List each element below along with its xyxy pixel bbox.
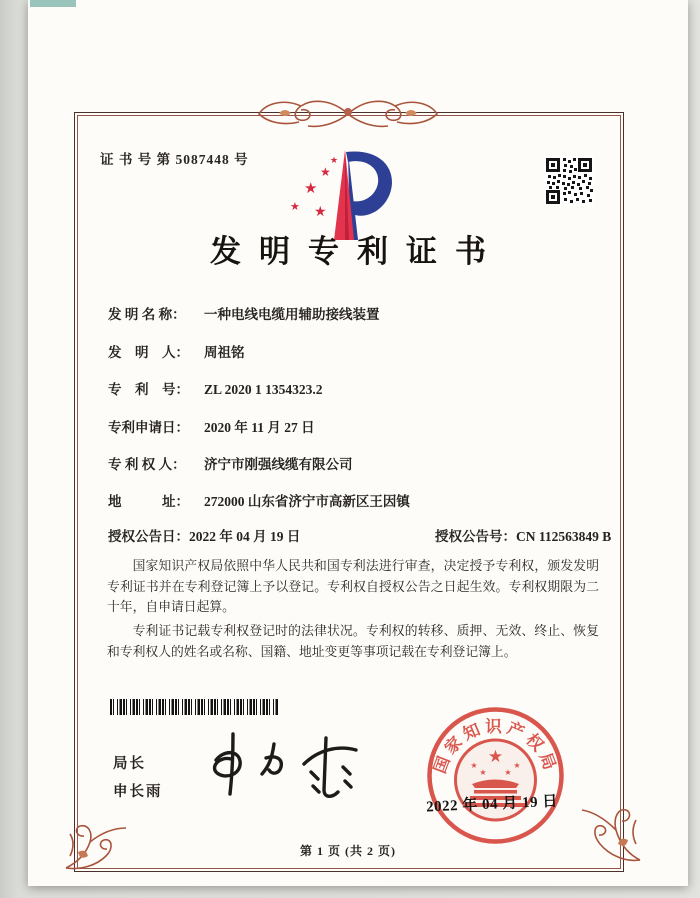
field-label: 专 利 号：	[108, 382, 189, 397]
grant-date-label: 授权公告日：	[108, 529, 189, 544]
field-label: 专利申请日：	[108, 420, 189, 435]
field-patent-number	[108, 378, 323, 398]
field-value: ZL 2020 1 1354323.2	[204, 382, 323, 397]
field-value: 周祖铭	[204, 345, 245, 360]
logo-star-icon: ★	[320, 165, 331, 179]
field-value: 济宁市刚强线缆有限公司	[204, 457, 353, 472]
grant-date-value: 2022 年 04 月 19 日	[189, 529, 301, 544]
grant-number-value: CN 112563849 B	[516, 529, 612, 544]
seal-agency-text: 国家知识产权局	[430, 717, 561, 776]
barcode	[110, 699, 278, 715]
grant-number	[435, 525, 611, 545]
official-seal	[408, 688, 583, 863]
legal-paragraph-1: 国家知识产权局依照中华人民共和国专利法进行审查，决定授予专利权，颁发发明专利证书并在专利登记簿上予以登记。专利权自授权公告之日起生效。专利权期限为二十年，自申请日起算。	[107, 559, 599, 615]
field-inventor	[108, 341, 245, 361]
field-grant-row	[108, 525, 612, 545]
seal-small-star-icon: ★	[513, 761, 521, 770]
scan-artifact	[30, 0, 76, 7]
legal-text	[107, 556, 599, 666]
page-number: 第 1 页 (共 2 页)	[300, 844, 396, 858]
seal-small-star-icon: ★	[479, 768, 487, 777]
qr-code	[544, 156, 594, 206]
field-label: 发 明 名 称：	[108, 307, 186, 322]
logo-star-icon: ★	[304, 181, 318, 197]
field-value: 272000 山东省济宁市高新区王因镇	[204, 494, 410, 509]
field-application-date	[108, 416, 315, 436]
field-label: 发 明 人：	[108, 345, 189, 360]
field-label: 专 利 权 人：	[108, 457, 186, 472]
certificate-page	[28, 0, 688, 886]
director-title: 局长	[113, 756, 146, 772]
certificate-number: 证 书 号 第 5087448 号	[100, 152, 249, 167]
corner-flourish-left	[60, 808, 132, 874]
field-address	[108, 490, 410, 510]
legal-paragraph-2: 专利证书记载专利权登记时的法律状况。专利权的转移、质押、无效、终止、恢复和专利权人的姓名或名称、国籍、地址变更等事项记载在专利登记簿上。	[107, 624, 599, 659]
seal-small-star-icon: ★	[470, 761, 478, 770]
field-value: 2020 年 11 月 27 日	[204, 420, 315, 435]
logo-star-icon: ★	[330, 155, 339, 165]
field-label: 地 址：	[108, 494, 189, 509]
seal-big-star-icon: ★	[487, 747, 504, 766]
logo-star-icon: ★	[290, 201, 300, 213]
field-patentee	[108, 453, 353, 473]
certificate-title: 发明专利证书	[210, 234, 504, 269]
logo-star-icon: ★	[314, 205, 327, 220]
grant-number-label: 授权公告号：	[435, 529, 516, 544]
director-name: 申长雨	[113, 784, 163, 800]
field-invention-name	[108, 303, 380, 323]
seal-small-star-icon: ★	[504, 768, 512, 777]
top-flourish-ornament	[253, 95, 443, 133]
seal-date: 2022 年 04 月 19 日	[425, 793, 559, 816]
field-value: 一种电线电缆用辅助接线装置	[204, 307, 380, 322]
director-signature	[186, 728, 386, 816]
